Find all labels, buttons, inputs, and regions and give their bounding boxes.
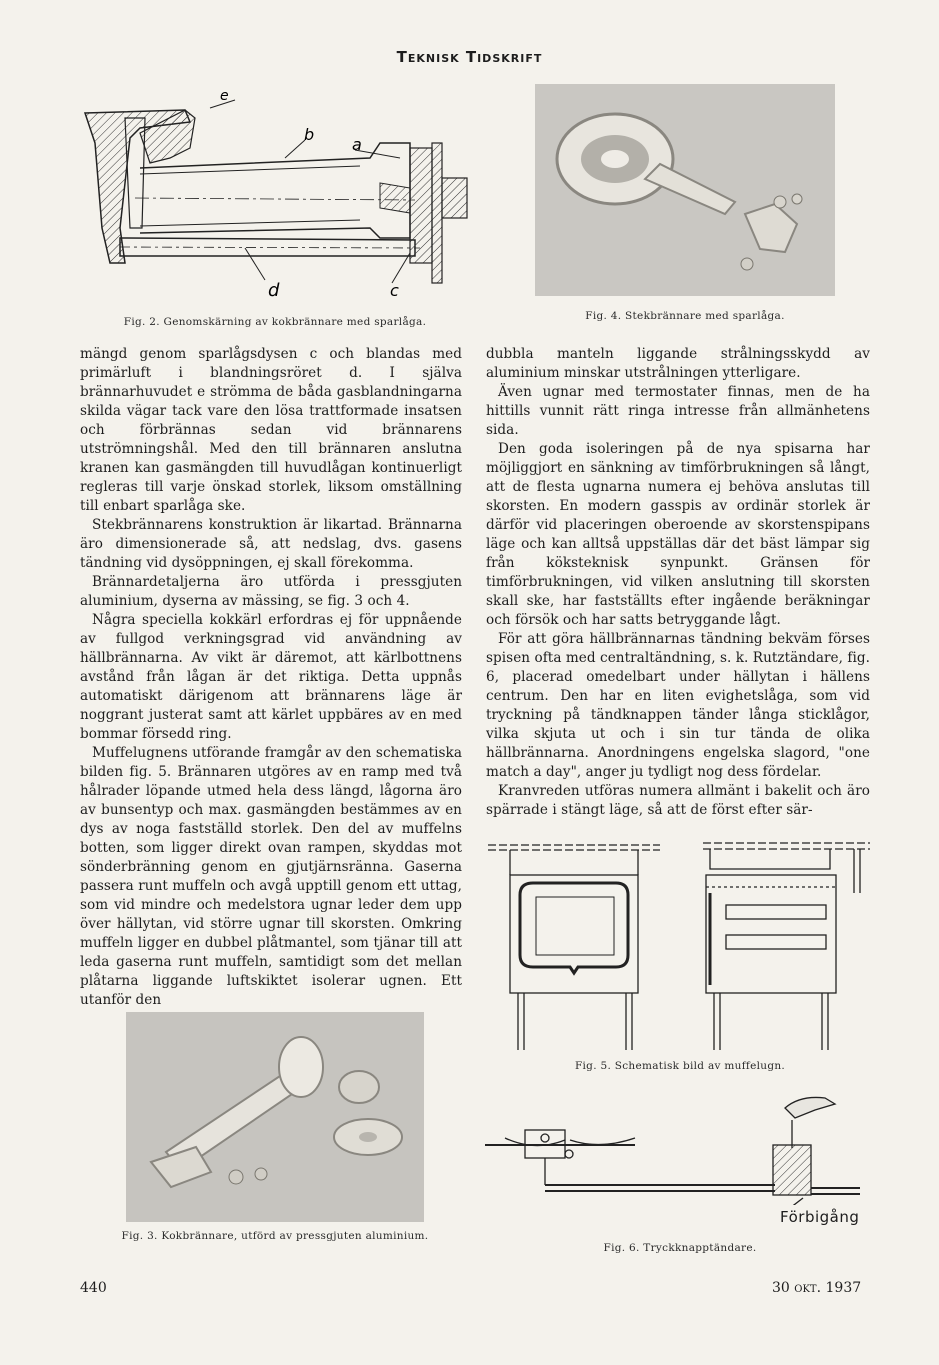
page-number: 440 [80, 1280, 107, 1296]
muffle-oven-schematic [488, 835, 870, 1055]
left-paragraph-1: mängd genom sparlågsdysen c och blandas med primärluft i blandningsröret d. I själva brännarhuvudet e strömma de båda gasblandningarna skilda vägar tack vare den lösa trattformade insatsen och förbrännas sedan vid brännarens utströmningshål. Med den till brännaren anslutna kranen kan gasmängden till huvudlågan kontinuerligt regleras till varje önskad storlek, liksom omställning till enbart sparlåga ske. [80, 346, 462, 514]
figure-2-drawing [80, 88, 475, 298]
issue-date: 30 okt. 1937 [772, 1280, 862, 1296]
figure-6-caption: Fig. 6. Tryckknapptändare. [603, 1242, 757, 1254]
push-button-igniter-drawing [485, 1090, 870, 1205]
label-forbigang: Förbigång [780, 1208, 860, 1226]
left-text-column [80, 345, 462, 1010]
figure-6-drawing [485, 1090, 870, 1205]
right-paragraph-1: dubbla manteln liggande strålningsskydd av aluminium minskar utstrålningen ytterligare. [486, 346, 870, 381]
right-paragraph-4: För att göra hällbrännarnas tändning bekväm förses spisen ofta med centraltändning, s. k. Rutztändare, fig. 6, placerad omedelbart under hällytan i hällens centrum. Den har en liten evighetslåga, som vid tryckning på tändknappen tänder långa sticklågor, vilka skjuta ut och i sin tur tända de olika hällbrännarna. Anordningens engelska slagord, "one match a day", anger ju tydligt nog dess fördelar. [486, 631, 870, 780]
burner-cross-section-drawing [80, 88, 475, 298]
figure-2-caption: Fig. 2. Genomskärning av kokbrännare med sparlåga. [123, 316, 427, 328]
left-paragraph-3: Brännardetaljerna äro utförda i pressgjuten aluminium, dyserna av mässing, se fig. 3 och 4. [80, 574, 462, 609]
label-e: e [220, 88, 229, 104]
figure-4-photo [535, 84, 835, 296]
right-paragraph-5: Kranvreden utföras numera allmänt i bakelit och äro spärrade i stängt läge, så att de först efter sär- [486, 783, 870, 818]
frying-burner-photo [535, 84, 835, 296]
right-paragraph-2: Även ugnar med termostater finnas, men de ha hittills vunnit rätt ringa intresse från allmänhetens sida. [486, 384, 870, 438]
figure-3-photo [126, 1012, 424, 1222]
figure-5-caption: Fig. 5. Schematisk bild av muffelugn. [574, 1060, 786, 1072]
figure-5-drawing [488, 835, 870, 1055]
left-paragraph-5: Muffelugnens utförande framgår av den schematiska bilden fig. 5. Brännaren utgöres av en ramp med två hålrader löpande utmed hela dess längd, lågorna äro av bunsentyp och max. gasmängden bestämmes av en dys av noga fastställd storlek. Den del av muffelns botten, som ligger direkt ovan rampen, skyddas mot sönderbränning genom en gjutjärnsränna. Gaserna passera runt muffeln och avgå upptill genom ett uttag, som vid mindre och medelstora ugnar leder dem upp över hällytan, vid större ugnar till skorsten. Omkring muffeln ligger en dubbel plåtmantel, som tjänar till att leda gaserna runt muffeln, samtidigt som det mellan plåtarna liggande luftskiktet isolerar ugnen. Ett utanför den [80, 745, 462, 1008]
right-paragraph-3: Den goda isoleringen på de nya spisarna har möjliggjort en sänkning av timförbrukningen så långt, att de flesta ugnarna numera ej behöva anslutas till skorsten. En modern gasspis av ordinär storlek är därför vid placeringen oberoende av skorstenspipans läge och kan alltså uppställas där det bäst lämpar sig från köksteknisk synpunkt. Gränsen för timförbrukningen, vid vilken anslutning till skorsten skall ske, har fastställts efter ingående beräkningar och försök och har satts betryggande lågt. [486, 441, 870, 628]
cooking-burner-photo [126, 1012, 424, 1222]
right-text-column [486, 345, 870, 820]
figure-4-caption: Fig. 4. Stekbrännare med sparlåga. [585, 310, 785, 322]
figure-3-caption: Fig. 3. Kokbrännare, utförd av pressgjuten aluminium. [121, 1230, 429, 1242]
label-d: d [268, 280, 280, 298]
label-a: a [352, 135, 362, 154]
label-b: b [304, 125, 315, 144]
journal-title: Teknisk Tidskrift [396, 48, 543, 66]
label-c: c [390, 281, 399, 298]
left-paragraph-4: Några speciella kokkärl erfordras ej för uppnående av fullgod verkningsgrad vid användning av hällbrännarna. Av vikt är däremot, att kärlbottnens avstånd från lågan är det riktiga. Detta uppnås automatiskt därigenom att brännarens läge är noggrant justerat samt att kärlet uppbäres av en med bommar försedd ring. [80, 612, 462, 742]
left-paragraph-2: Stekbrännarens konstruktion är likartad. Brännarna äro dimensionerade så, att nedslag, dvs. gasens tändning vid dysöppningen, ej skall förekomma. [80, 517, 462, 571]
